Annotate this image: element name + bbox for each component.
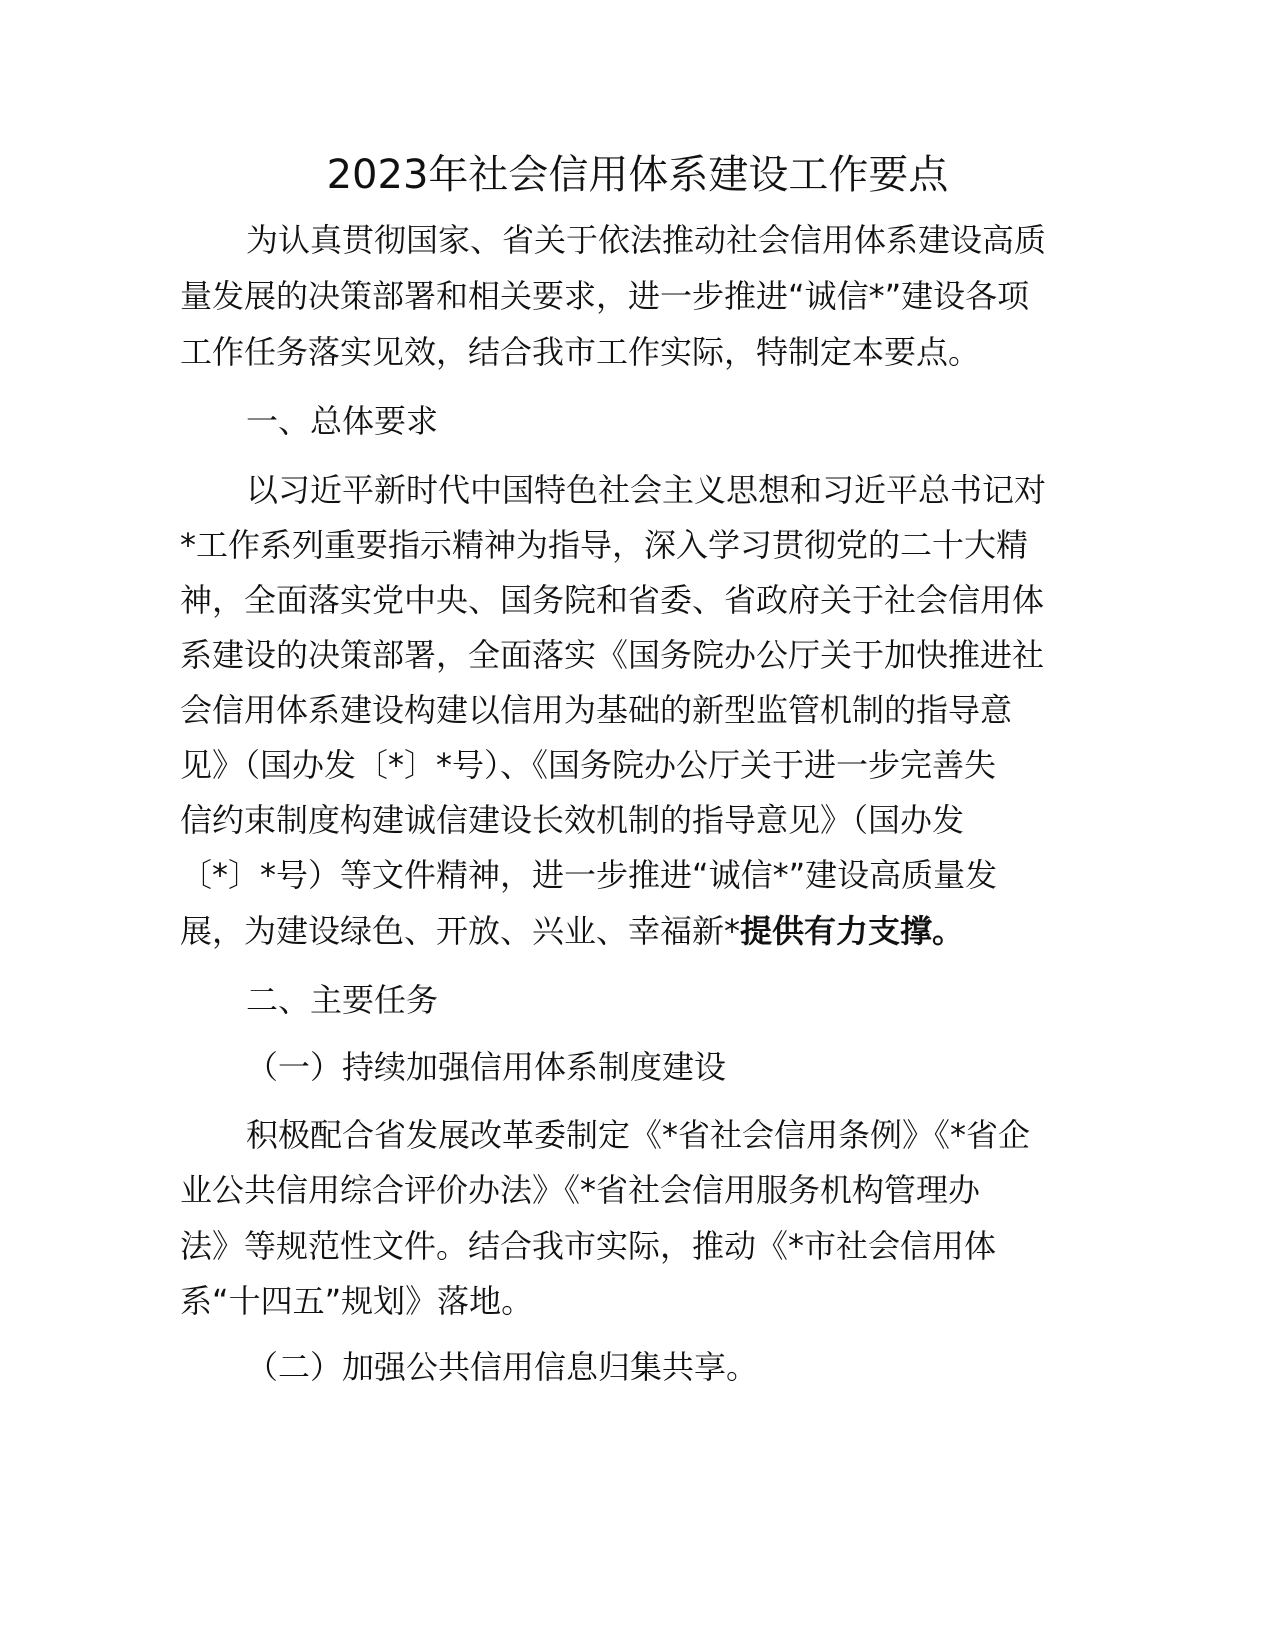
section1-line-1: 以习近平新时代中国特色社会主义思想和习近平总书记对: [246, 471, 1047, 509]
intro-line-3: 工作任务落实见效，结合我市工作实际，特制定本要点。: [180, 333, 981, 371]
section2-heading: 二、主要任务: [246, 981, 439, 1019]
section1-heading: 一、总体要求: [246, 402, 439, 440]
sub2-heading: （二）加强公共信用信息归集共享。: [246, 1348, 759, 1386]
section1-line-9: [180, 911, 1080, 951]
sub1-line-3: 法》等规范性文件。结合我市实际，推动《*市社会信用体: [180, 1227, 997, 1265]
section1-last-bold-text: 提供有力支撑。: [740, 912, 965, 950]
sub1-line-4: 系“十四五”规划》落地。: [180, 1282, 534, 1320]
sub1-line-2: 业公共信用综合评价办法》《*省社会信用服务机构管理办: [180, 1171, 981, 1209]
document-title: 2023年社会信用体系建设工作要点: [326, 152, 949, 198]
section1-line-5: 会信用体系建设构建以信用为基础的新型监管机制的指导意: [180, 691, 1013, 729]
intro-line-2: 量发展的决策部署和相关要求，进一步推进“诚信*”建设各项: [180, 277, 1030, 315]
section1-last-text: 展，为建设绿色、开放、兴业、幸福新*: [180, 912, 741, 950]
section1-line-8: 〔*〕*号）等文件精神，进一步推进“诚信*”建设高质量发: [180, 856, 998, 894]
section1-line-2: *工作系列重要指示精神为指导，深入学习贯彻党的二十大精: [180, 526, 1029, 564]
section1-line-3: 神，全面落实党中央、国务院和省委、省政府关于社会信用体: [180, 581, 1045, 619]
intro-line-1: 为认真贯彻国家、省关于依法推动社会信用体系建设高质: [246, 221, 1047, 259]
sub1-line-1: 积极配合省发展改革委制定《*省社会信用条例》《*省企: [246, 1116, 1031, 1154]
section1-line-6: 见》（国办发〔*〕*号）、《国务院办公厅关于进一步完善失: [180, 746, 997, 784]
sub1-heading: （一）持续加强信用体系制度建设: [246, 1048, 727, 1086]
section1-line-7: 信约束制度构建诚信建设长效机制的指导意见》（国办发: [180, 801, 965, 839]
section1-line-4: 系建设的决策部署，全面落实《国务院办公厅关于加快推进社: [180, 636, 1045, 674]
